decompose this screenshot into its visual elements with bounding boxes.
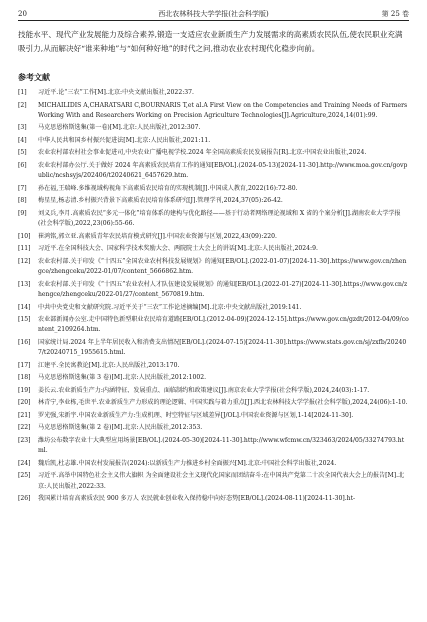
reference-number: [9] bbox=[18, 209, 27, 217]
reference-number: [12] bbox=[18, 257, 31, 265]
reference-text: 国家统计局.2024 年上半年居民收入和消费支出情况[EB/OL].(2024-07-15)[2024-11-30].https://www.stats.gov.cn/sj/zxfb/202407/t20240715_1955615.html. bbox=[38, 338, 407, 357]
reference-text: 马克思恩格斯选集(第 2 卷)[M].北京:人民出版社,2012:353. bbox=[38, 424, 203, 432]
reference-number: [7] bbox=[18, 184, 27, 192]
reference-number: [8] bbox=[18, 197, 27, 205]
reference-text: 习近平.高举中国特色社会主义伟大旗帜 为全面建设社会主义现代化国家而团结奋斗:在中国共产党第二十次全国代表大会上的报告[M].北京:人民出版社,2022:33. bbox=[38, 472, 405, 490]
reference-item bbox=[18, 88, 409, 98]
reference-item bbox=[18, 232, 409, 242]
reference-item bbox=[18, 436, 409, 457]
reference-number: [3] bbox=[18, 124, 27, 132]
page-number: 20 bbox=[18, 9, 27, 18]
reference-number: [24] bbox=[18, 459, 31, 467]
body-paragraph: 技能水平、现代产业发展能力及综合素养,锻造一支适应农业新质生产力发展需求的高素质农民队伍,使农民职业充满吸引力,从而解决好“谁来种地”与“如何种好地”的时代之问,推动农业农村现代化稳步向前。 bbox=[18, 30, 403, 53]
reference-item bbox=[18, 136, 409, 146]
reference-item bbox=[18, 411, 409, 421]
reference-item bbox=[18, 303, 409, 313]
reference-text: 习近平.在全国科技大会、国家科学技术奖励大会、两院院士大会上的讲话[M].北京:人民出版社,2024:9. bbox=[38, 245, 318, 253]
reference-number: [5] bbox=[18, 149, 27, 157]
reference-number: [18] bbox=[18, 374, 31, 382]
reference-text: 潍坊公布数字农业十大典型应用场景[EB/OL].(2024-05-30)[2024-11-30].http://www.wfcmw.cn/323463/2024/05/33274793.html. bbox=[38, 436, 405, 455]
reference-item bbox=[18, 471, 409, 492]
reference-number: [17] bbox=[18, 361, 31, 369]
reference-text: 梅星星,杨志清.乡村振兴背景下高素质农民培育体系研究[J].管理学刊,2024,37(05):26-42. bbox=[38, 197, 283, 205]
reference-text: 农业农村部.关于印发《“十四五”全国农业农村科技发展规划》的通知[EB/OL].(2022-01-07)[2024-11-30].https://www.gov.cn/zhengce/zhengceku/2022-01/07/content_5666862.htm. bbox=[38, 257, 407, 276]
reference-item bbox=[18, 373, 409, 383]
reference-number: [2] bbox=[18, 101, 27, 109]
reference-list bbox=[18, 88, 409, 507]
running-header bbox=[18, 7, 409, 21]
reference-item bbox=[18, 280, 409, 301]
reference-number: [21] bbox=[18, 411, 31, 419]
reference-text: 农业农村部农村社会事业促进司,中央农业广播电视学校.2024 年全国高素质农民发展报告[R].北京:中国农业出版社,2024. bbox=[38, 149, 367, 157]
reference-number: [14] bbox=[18, 303, 31, 311]
reference-item bbox=[18, 459, 409, 469]
reference-number: [16] bbox=[18, 338, 31, 346]
reference-number: [20] bbox=[18, 399, 31, 407]
reference-number: [11] bbox=[18, 245, 31, 253]
reference-item bbox=[18, 494, 409, 504]
reference-item bbox=[18, 386, 409, 396]
reference-text: 习近平.论“三农”工作[M].北京:中央文献出版社,2022:37. bbox=[38, 89, 194, 96]
reference-text: 孙在福,王瑞峰.多维视域构视角下高素质农民培育的实现机制[J].中国成人教育,2022(16):72-80. bbox=[38, 184, 298, 192]
reference-item bbox=[18, 257, 409, 278]
reference-item bbox=[18, 398, 409, 408]
reference-number: [19] bbox=[18, 386, 31, 394]
reference-number: [22] bbox=[18, 424, 31, 432]
reference-item bbox=[18, 361, 409, 371]
reference-number: [4] bbox=[18, 136, 27, 144]
reference-text: MICHAILIDIS A,CHARATSARI C,BOURNARIS T,et al.A First View on the Competencies and Training Needs of Farmers Working With and Researchers Working on Precision Agriculture Technologies[J].Agriculture,2024,14(01):99. bbox=[38, 101, 408, 119]
reference-number: [15] bbox=[18, 316, 31, 324]
journal-title: 西北农林科技大学学报(社会科学版) bbox=[158, 9, 269, 18]
volume-label: 第 25 卷 bbox=[381, 9, 409, 18]
reference-item bbox=[18, 184, 409, 194]
reference-item bbox=[18, 209, 409, 230]
reference-text: 姜长云.农业新质生产力:内涵特征、发展重点、面临制约和政策建议[J].南京农业大学学报(社会科学版),2024,24(03):1-17. bbox=[38, 386, 370, 394]
references-heading: 参考文献 bbox=[18, 73, 50, 82]
reference-number: [1] bbox=[18, 89, 27, 96]
reference-item bbox=[18, 196, 409, 206]
reference-text: 农业农村部办公厅.关于做好 2024 年高素质农民培育工作的通知[EB/OL].(2024-05-13)[2024-11-30].http://www.moa.gov.cn/govpublic/ncshsyjs/202406/t20240621_6457629.htm. bbox=[38, 161, 408, 180]
reference-item bbox=[18, 148, 409, 158]
reference-text: 马克思恩格斯选集(第一卷)[M].北京:人民出版社,2012:307. bbox=[38, 124, 201, 132]
reference-number: [26] bbox=[18, 495, 31, 503]
reference-text: 中华人民共和国乡村振兴促进法[M].北京:人民出版社,2021:11. bbox=[38, 136, 211, 144]
reference-item bbox=[18, 101, 409, 122]
reference-text: 罗光强,宋新宇.中国农业新质生产力:生成机理、时空特征与区域差异[J/OL].中国农业资源与区划,1-14[2024-11-30]. bbox=[38, 411, 354, 419]
reference-item bbox=[18, 423, 409, 433]
reference-item bbox=[18, 123, 409, 133]
reference-number: [25] bbox=[18, 472, 31, 480]
reference-text: 马克思恩格斯选集(第 3 卷)[M].北京:人民出版社,2012:1002. bbox=[38, 374, 207, 382]
reference-text: 魏后凯,杜志雄.中国农村发展报告(2024):以新质生产力推进乡村全面振兴[M].北京:中国社会科学出版社,2024. bbox=[38, 459, 337, 467]
reference-number: [6] bbox=[18, 161, 27, 169]
reference-text: 我国累计培育高素质农民 900 多万人 农民就业创业收入保持稳中向好态势[EB/OL].(2024-08-11)[2024-11-30].ht- bbox=[38, 495, 356, 503]
reference-item bbox=[18, 315, 409, 336]
reference-text: 江建平.全民寓教论[M].北京:人民出版社,2013:170. bbox=[38, 361, 180, 369]
reference-number: [13] bbox=[18, 280, 31, 288]
reference-number: [10] bbox=[18, 232, 31, 240]
reference-item bbox=[18, 338, 409, 359]
reference-text: 崔鸿铭,郭立亚.高素质青年农民培育模式研究[J].中国农业资源与区划,2022,43(09):220. bbox=[38, 232, 277, 240]
reference-text: 农业农村部.关于印发《“十四五”农业农村人才队伍建设发展规划》的通知[EB/OL].(2022-01-27)[2024-11-30].https://www.gov.cn/zhengce/zhengceku/2022-01/27/content_5670819.htm. bbox=[38, 280, 408, 299]
reference-item bbox=[18, 161, 409, 182]
reference-number: [23] bbox=[18, 436, 31, 444]
reference-text: 中共中央党史和文献研究院.习近平关于“三农”工作论述摘编[M].北京:中央文献出版社,2019:141. bbox=[38, 303, 302, 311]
reference-text: 林青宁,李业栋,毛世平.农业新质生产力形成的理论逻辑、中国实践与着力重点[J].西北农林科技大学学报(社会科学版),2024,24(06):1-10. bbox=[38, 399, 408, 407]
reference-item bbox=[18, 244, 409, 254]
reference-text: 刘义兵,李月.高素质农民“多元一体化”培育体系的建构与优化路径——基于行动者网络理论视域和 X 省的个案分析[J].湖南农业大学学报(社会科学版),2022,23(06):55-66. bbox=[38, 209, 401, 228]
reference-text: 农业部新闻办公室.走中国特色新型职业农民培育道路[EB/OL].(2012-04-09)[2024-12-15].https://www.gov.cn/gzdt/2012-04/09/content_2109264.htm. bbox=[38, 316, 409, 334]
